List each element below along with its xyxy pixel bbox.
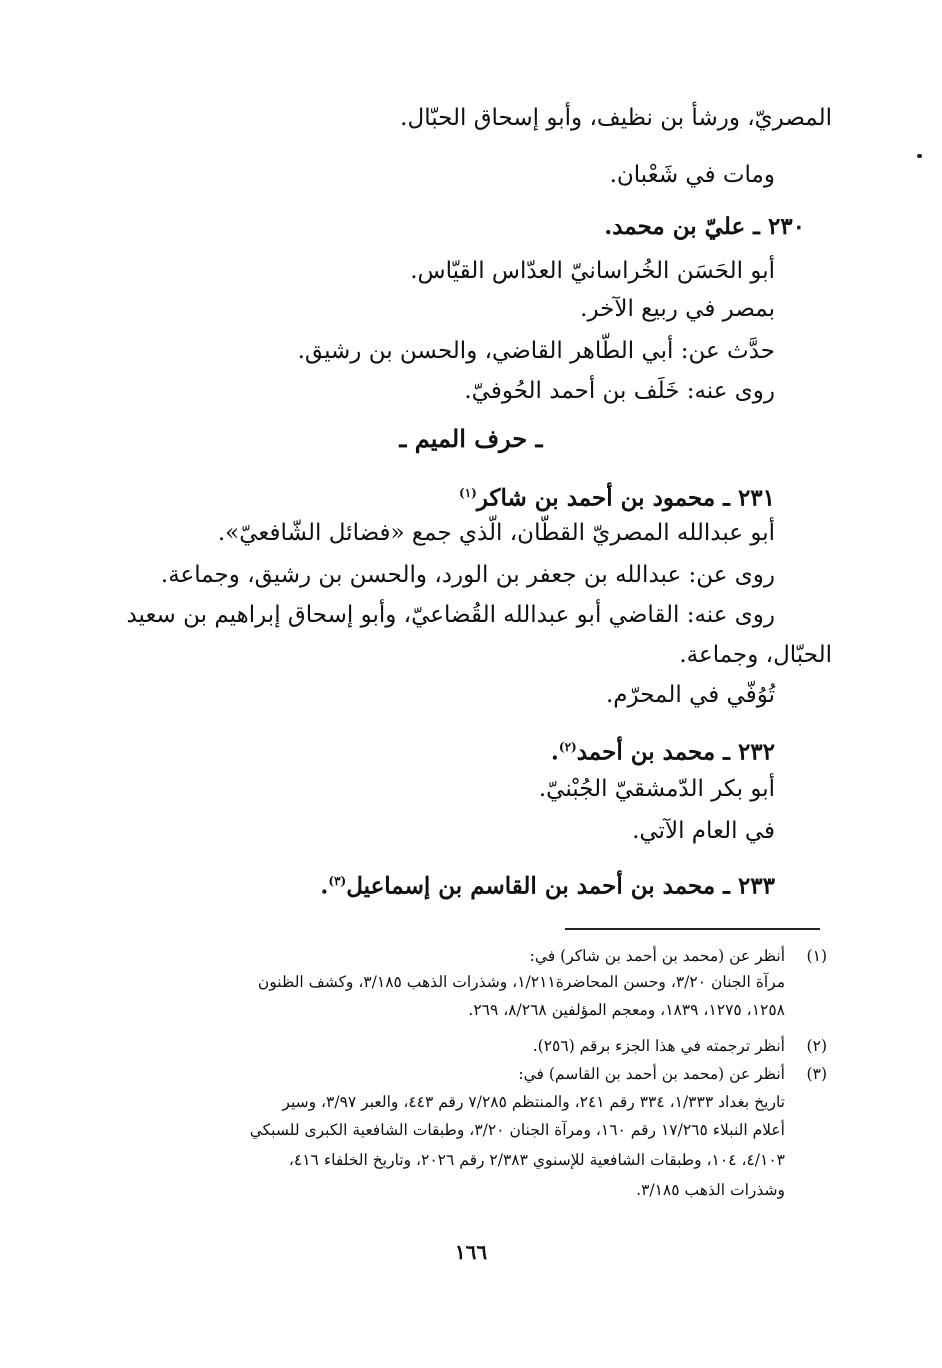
footnote-1-line-2: مرآة الجنان ٣/٢٠، وحسن المحاضرة١/٢١١، وشذرات الذهب ٣/١٨٥، وكشف الظنون <box>257 973 785 991</box>
footnote-1-number: (١) <box>806 947 827 965</box>
entry-232-line-1: أبو بكر الدّمشقيّ الجُبْنيّ. <box>538 776 775 802</box>
entry-231-line-2: روى عن: عبدالله بن جعفر بن الورد، والحسن بن رشيق، وجماعة. <box>160 562 775 588</box>
note-ref-3[interactable]: (٣) <box>328 874 347 888</box>
footnote-3-number: (٣) <box>806 1065 827 1083</box>
note-ref-1[interactable]: (١) <box>459 486 477 500</box>
entry-231-title: ٢٣١ ـ محمود بن أحمد بن شاكر$^{(١)}$ <box>459 484 775 512</box>
footnote-1-line-1: أنظر عن (محمد بن أحمد بن شاكر) في: <box>529 947 785 965</box>
page-number: ١٦٦ <box>454 1240 488 1264</box>
footnote-3-line-4: ٤/١٠٣، ١٠٤، وطبقات الشافعية للإسنوي ٢/٣٨٣ رقم ٢٠٢٦، وتاريخ الخلفاء ٤١٦، <box>288 1151 785 1169</box>
entry-232-line-2: في العام الآتي. <box>632 818 775 844</box>
body-line-7: روى عنه: خَلَف بن أحمد الحُوفيّ. <box>464 378 775 404</box>
entry-233-title: ٢٣٣ ـ محمد بن أحمد بن القاسم بن إسماعيل$^{(٣)}$. <box>320 872 775 900</box>
section-heading: ـ حرف الميم ـ <box>399 424 543 453</box>
entry-231-line-1: أبو عبدالله المصريّ القطّان، الّذي جمع «فضائل الشّافعيّ». <box>217 520 775 546</box>
footnote-3-line-3: أعلام النبلاء ١٧/٢٦٥ رقم ١٦٠، ومرآة الجنان ٣/٢٠، وطبقات الشافعية الكبرى للسبكي <box>249 1121 785 1139</box>
body-line-4: أبو الحَسَن الخُراسانيّ العدّاس القيّاس. <box>410 258 775 284</box>
body-line-2: ومات في شَعْبان. <box>609 162 775 188</box>
footnote-2-line-1: أنظر ترجمته في هذا الجزء برقم (٢٥٦). <box>532 1037 785 1055</box>
entry-231-line-3: روى عنه: القاضي أبو عبدالله القُضاعيّ، وأبو إسحاق إبراهيم بن سعيد <box>126 602 775 628</box>
body-line-1: المصريّ، ورشأ بن نظيف، وأبو إسحاق الحبّال. <box>400 105 832 131</box>
footnote-1-line-3: ١٢٥٨، ١٢٧٥، ١٨٣٩، ومعجم المؤلفين ٨/٢٦٨، ٢٦٩. <box>468 1001 785 1019</box>
footnote-3-line-1: أنظر عن (محمد بن أحمد بن القاسم) في: <box>518 1065 785 1083</box>
entry-230-title: ٢٣٠ ـ عليّ بن محمد. <box>604 213 805 240</box>
entry-232-title: ٢٣٢ ـ محمد بن أحمد$^{(٢)}$. <box>550 738 775 766</box>
body-line-6: حدَّث عن: أبي الطّاهر القاضي، والحسن بن رشيق. <box>297 338 775 364</box>
footnote-2-number: (٢) <box>806 1037 827 1055</box>
footnote-divider <box>565 928 820 930</box>
entry-231-line-4: الحبّال، وجماعة. <box>679 642 832 668</box>
margin-mark <box>917 154 922 158</box>
note-ref-2[interactable]: (٢) <box>558 740 577 754</box>
footnote-3-line-2: تاريخ بغداد ١/٣٣٣، ٣٣٤ رقم ٢٤١، والمنتظم ٧/٢٨٥ رقم ٤٤٣، والعبر ٣/٩٧، وسير <box>282 1093 785 1111</box>
entry-231-line-5: تُوُفّي في المحرّم. <box>605 682 775 708</box>
footnote-3-line-5: وشذرات الذهب ٣/١٨٥. <box>636 1181 785 1199</box>
body-line-5: بمصر في ربيع الآخر. <box>580 296 775 322</box>
